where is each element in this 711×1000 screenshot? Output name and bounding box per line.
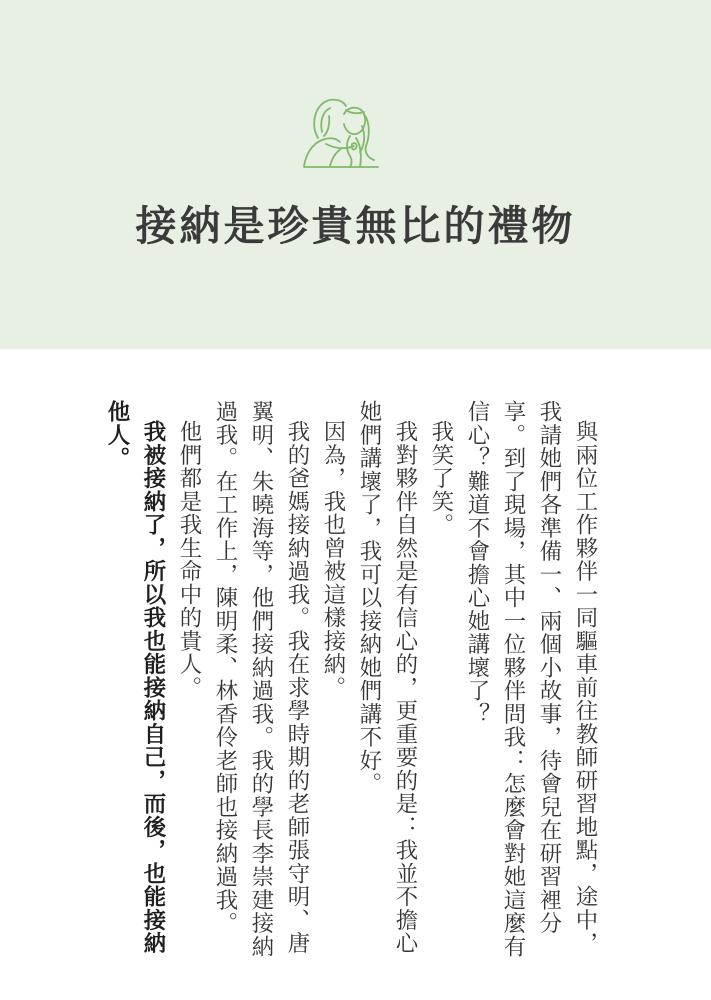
paragraph: 他們都是我生命中的貴人。 [176, 420, 202, 700]
paragraph: 我的爸媽接納過我。我在求學時期的老師張守明、唐翼明、朱曉海等，他們接納過我。我的學長李崇建接納過我。在工作上，陳明柔、林香伶老師也接納過我。 [212, 400, 310, 958]
embracing-women-icon [300, 92, 382, 168]
emphasis-paragraph: 我被接納了，所以我也能接納自己，而後，也能接納他人。 [104, 400, 166, 955]
paragraph: 與兩位工作夥伴一同驅車前往教師研習地點，途中，我請她們各準備一、兩個小故事，待會兒在研習裡分享。到了現場，其中一位夥伴問我：怎麼會對她這麼有信心？難道不會擔心她講壞了？ [464, 400, 598, 958]
article-body [98, 400, 603, 960]
paragraph: 我對夥伴自然是有信心的，更重要的是：我並不擔心她們講壞了，我可以接納她們講不好。 [356, 400, 418, 955]
paragraph: 我笑了笑。 [428, 420, 454, 537]
page-title: 接納是珍貴無比的禮物 [135, 202, 576, 250]
paragraph: 因為，我也曾被這樣接納。 [320, 420, 346, 700]
header-band [0, 0, 711, 349]
